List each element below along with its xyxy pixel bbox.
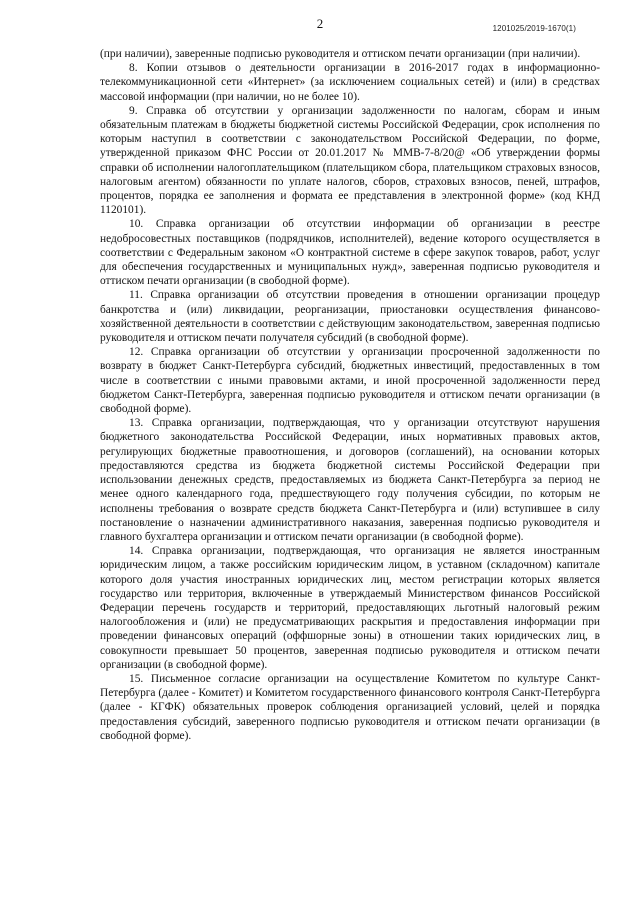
paragraph-item-9: 9. Справка об отсутствии у организации задолженности по налогам, сборам и иным обязательным платежам в бюджеты бюджетной системы Российской Федерации, срок исполнения по которым наступил в соответствии с законодательством Российской Федерации, по форме, утвержденной приказом ФНС России от 20.01.2017 № ММВ-7-8/20@ «Об утверждении формы справки об исполнении налогоплательщиком (плательщиком сбора, плательщиком страховых взносов, налоговым агентом) обязанности по уплате налогов, сборов, страховых взносов, пеней, штрафов, процентов, порядка ее заполнения и формата ее представления в электронной форме» (код КНД 1120101). [100, 104, 600, 217]
paragraph-item-12: 12. Справка организации об отсутствии у организации просроченной задолженности по возврату в бюджет Санкт-Петербурга субсидий, бюджетных инвестиций, предоставленных в том числе в соответствии с иными правовыми актами, и иной просроченной задолженности перед бюджетом Санкт-Петербурга, заверенная подписью руководителя и оттиском печати организации (в свободной форме). [100, 346, 600, 416]
paragraph-continuation: (при наличии), заверенные подписью руководителя и оттиском печати организации (при наличии). [100, 48, 581, 60]
paragraph-item-10: 10. Справка организации об отсутствии информации об организации в реестре недобросовестных поставщиков (подрядчиков, исполнителей), ведение которого осуществляется в соответствии с Федеральным законом «О контрактной системе в сфере закупок товаров, работ, услуг для обеспечения государственных и муниципальных нужд», заверенная подписью руководителя и оттиском печати организации (в свободной форме). [100, 218, 600, 288]
paragraph-item-13: 13. Справка организации, подтверждающая, что у организации отсутствуют нарушения бюджетного законодательства Российской Федерации, иных нормативных правовых актов, регулирующих бюджетные правоотношения, и договоров (соглашений), на основании которых предоставляются средства из бюджета бюджетной системы Российской Федерации при использовании денежных средств, предоставляемых из бюджета Санкт-Петербурга за период не менее одного календарного года, предшествующего году получения субсидии, по которым не исполнены требования о возврате средств бюджета Санкт-Петербурга и (или) вступившее в силу постановление о назначении административного наказания, заверенная подписью руководителя и главного бухгалтера организации и оттиском печати организации (в свободной форме). [100, 417, 600, 543]
document-body [100, 47, 600, 743]
paragraph-item-15: 15. Письменное согласие организации на осуществление Комитетом по культуре Санкт-Петербурга (далее - Комитет) и Комитетом государственного финансового контроля Санкт-Петербурга (далее - КГФК) обязательных проверок соблюдения организацией условий, целей и порядка предоставления субсидий, заверенного подписью руководителя и оттиском печати организации (в свободной форме). [100, 672, 600, 742]
page-number: 2 [316, 16, 324, 31]
paragraph-item-11: 11. Справка организации об отсутствии проведения в отношении организации процедур банкротства и (или) ликвидации, реорганизации, приостановки осуществления финансово-хозяйственной деятельности в соответствии с действующим законодательством, заверенная подписью руководителя и оттиском печати получателя субсидий (в свободной форме). [100, 289, 600, 345]
paragraph-item-8: 8. Копии отзывов о деятельности организации в 2016-2017 годах в информационно-телекоммуникационной сети «Интернет» (за исключением социальных сетей) и (или) в средствах массовой информации (при наличии, но не более 10). [100, 62, 600, 103]
document-code: 1201025/2019-1670(1) [492, 24, 576, 33]
paragraph-item-14: 14. Справка организации, подтверждающая, что организация не является иностранным юридическим лицом, а также российским юридическим лицом, в уставном (складочном) капитале которого доля участия иностранных юридических лиц, местом регистрации которых является государство или территория, включенные в утверждаемый Министерством финансов Российской Федерации перечень государств и территорий, предоставляющих льготный налоговый режим налогообложения и (или) не предусматривающих раскрытия и предоставления информации при проведении финансовых операций (оффшорные зоны) в отношении таких юридических лиц, в совокупности превышает 50 процентов, заверенная подписью руководителя и оттиском печати организации (в свободной форме). [100, 545, 600, 671]
